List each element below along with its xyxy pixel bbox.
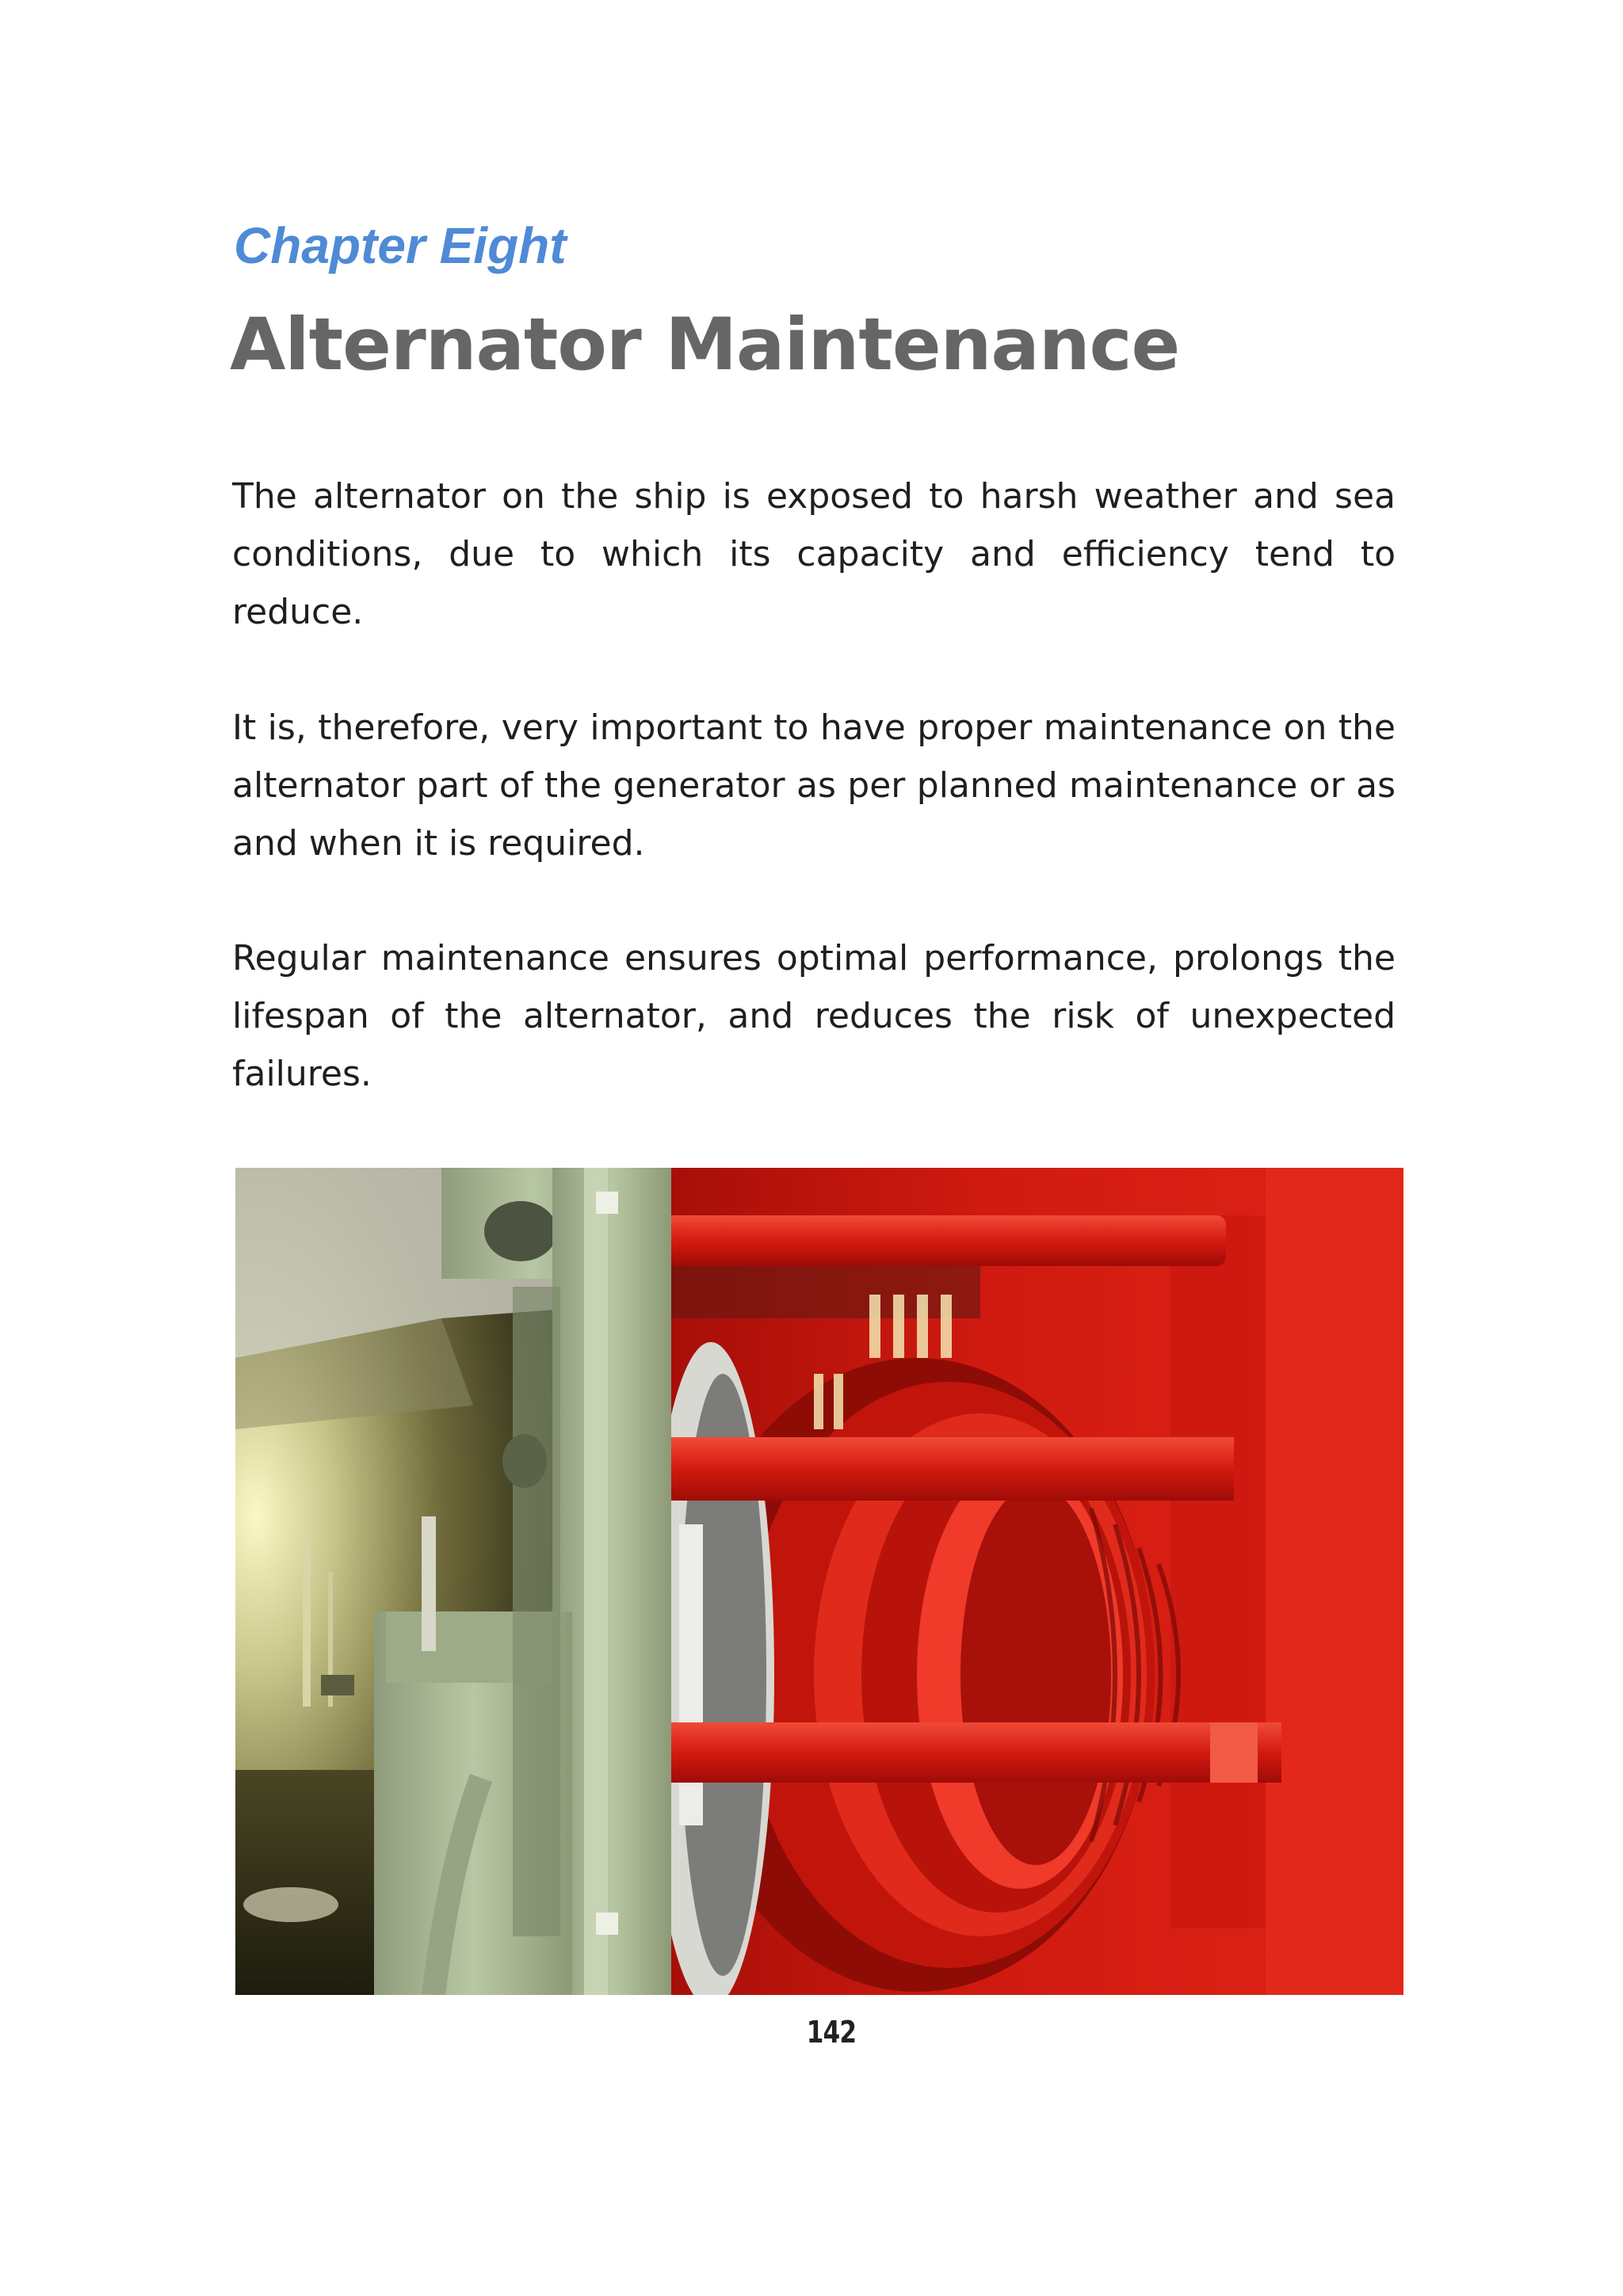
paragraph: Regular maintenance ensures optimal performance, prolongs the lifespan of the alternator, and reduces the risk of unexpected failures. [232, 938, 1396, 1094]
alternator-photo [235, 1168, 1403, 1995]
chapter-label: Chapter Eight [234, 217, 567, 274]
paragraph: It is, therefore, very important to have proper maintenance on the alternator part of the generator as per planned maintenance or as and when it is required. [232, 707, 1396, 864]
page-title: Alternator Maintenance [230, 303, 1180, 387]
page-number: 142 [806, 2015, 857, 2050]
paragraph: The alternator on the ship is exposed to harsh weather and sea conditions, due to which its capacity and efficiency tend to reduce. [232, 476, 1396, 632]
